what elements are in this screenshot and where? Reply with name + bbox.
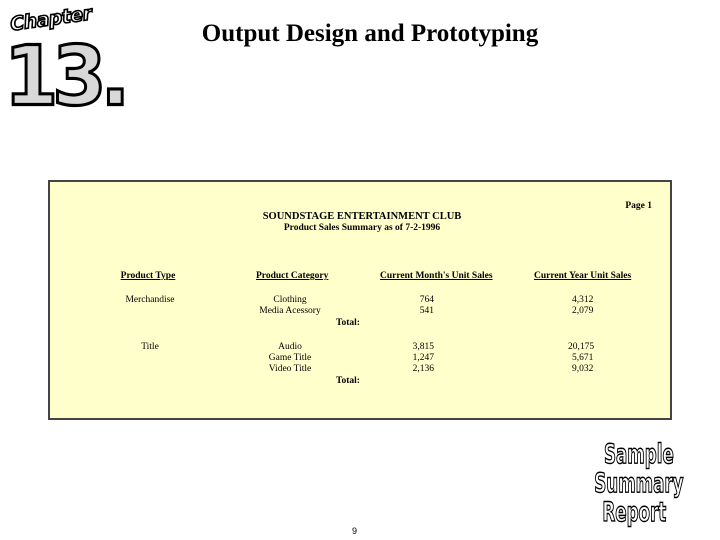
page-number: 9	[352, 526, 358, 536]
report-subtitle: Product Sales Summary as of 7-2-1996	[283, 223, 441, 233]
group-type-merchandise: Merchandise	[125, 295, 175, 305]
row-year-sales: 9,032	[572, 364, 594, 374]
sample-summary-caption	[580, 440, 698, 527]
caption-line-1: Sample Summary	[594, 439, 684, 499]
group-total-label: Total:	[336, 376, 360, 386]
report-title: SOUNDSTAGE ENTERTAINMENT CLUB	[262, 211, 462, 222]
row-month-sales: 1,247	[412, 353, 434, 363]
report-panel	[48, 180, 672, 420]
column-header-year-sales: Current Year Unit Sales	[534, 271, 632, 281]
row-month-sales: 2,136	[412, 364, 434, 374]
row-month-sales: 541	[419, 306, 434, 316]
row-year-sales: 5,671	[572, 353, 594, 363]
slide-title: Output Design and Prototyping	[201, 20, 539, 47]
row-category: Media Acessory	[259, 306, 321, 316]
caption-line-2: Report	[602, 497, 667, 528]
column-header-product-type: Product Type	[120, 271, 176, 281]
row-category: Audio	[278, 342, 302, 352]
report-page-label: Page 1	[625, 201, 652, 211]
chapter-label: Chapter	[8, 2, 93, 36]
group-total-label: Total:	[336, 318, 360, 328]
chapter-number: 13.	[4, 29, 125, 125]
column-header-month-sales: Current Month's Unit Sales	[380, 271, 493, 281]
row-category: Game Title	[268, 353, 312, 363]
row-year-sales: 20,175	[568, 342, 595, 352]
row-month-sales: 764	[419, 295, 434, 305]
row-category: Clothing	[273, 295, 307, 305]
row-category: Video Title	[268, 364, 312, 374]
row-year-sales: 2,079	[572, 306, 594, 316]
row-month-sales: 3,815	[412, 342, 434, 352]
column-header-product-category: Product Category	[256, 271, 329, 281]
group-type-title: Title	[141, 342, 159, 352]
row-year-sales: 4,312	[572, 295, 594, 305]
